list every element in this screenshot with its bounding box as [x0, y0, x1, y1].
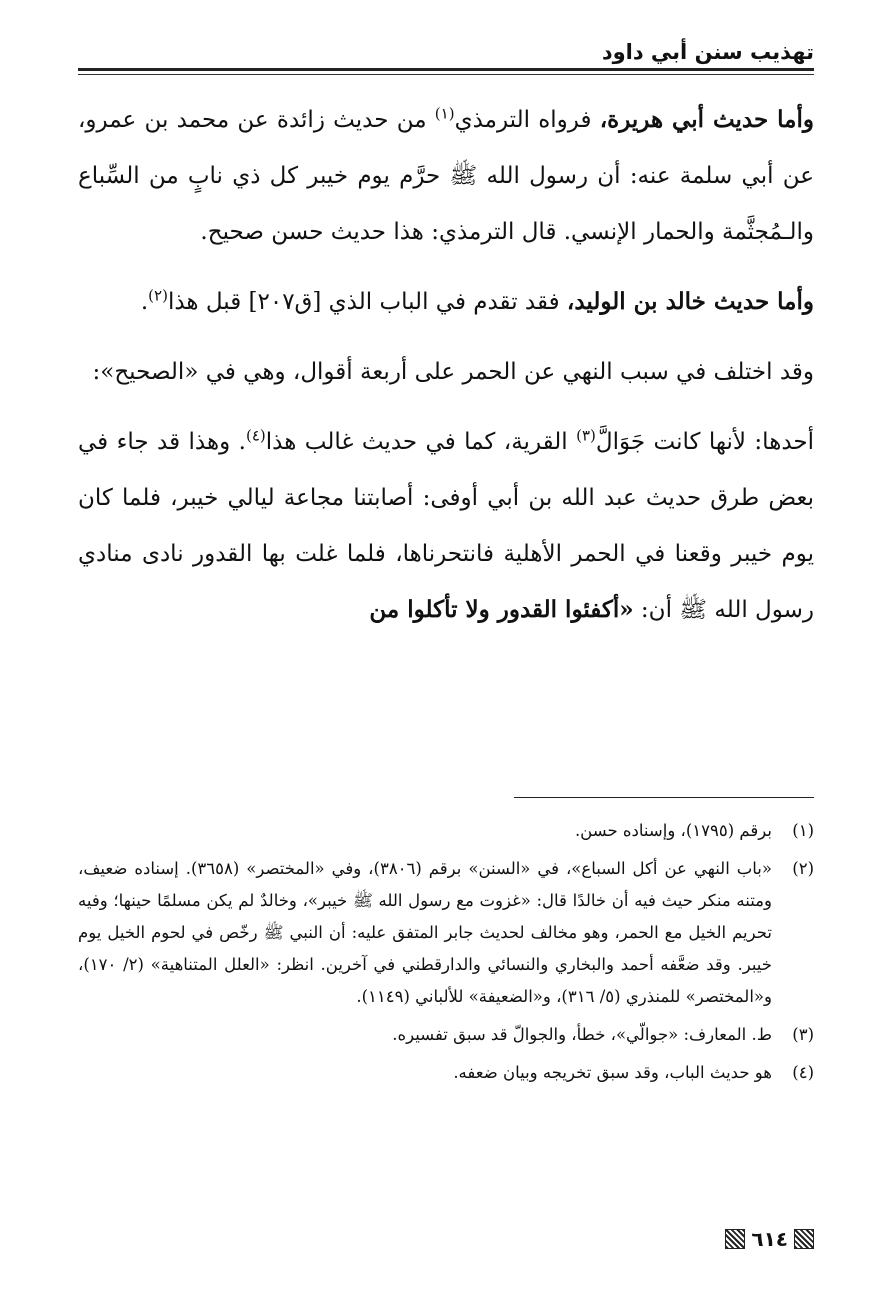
paragraph-lead: وأما حديث أبي هريرة،: [599, 106, 814, 133]
paragraph-text: من حديث زائدة عن محمد بن عمرو، عن أبي سلمة عنه: أن رسول الله ﷺ حرَّم يوم خيبر كل ذي نابٍ من السِّباع والـمُجثَّمة والحمار الإنسي. قال الترمذي: هذا حديث حسن صحيح.: [78, 107, 814, 245]
main-text: [78, 92, 814, 638]
paragraph-text: .: [140, 289, 149, 315]
paragraph-four-opinions: وقد اختلف في سبب النهي عن الحمر على أربعة أقوال، وهي في «الصحيح»:: [92, 359, 814, 385]
footnote-separator: [514, 797, 814, 798]
paragraph-abu-hurayra: [78, 92, 814, 260]
header-rule: [78, 68, 814, 71]
footnote-number: (١): [792, 821, 814, 840]
paragraph-text: فقد تقدم في الباب الذي [ق٢٠٧] قبل هذا: [167, 289, 567, 315]
footnote-number: (٢): [792, 859, 814, 878]
footnote-number: (٤): [792, 1063, 814, 1082]
footnote-ref-4: (٤): [245, 426, 266, 445]
footnote-2: [78, 853, 814, 1013]
paragraph-text: أحدها: لأنها كانت جَوَالَّ: [595, 429, 814, 455]
footnotes: [78, 815, 814, 1095]
ornament-icon: [725, 1229, 745, 1249]
footnote-ref-2: (٢): [148, 286, 168, 305]
paragraph-text: . وهذا قد جاء في بعض طرق حديث عبد الله بن أبي أوفى: أصابتنا مجاعة ليالي خيبر، فلما كان يوم خيبر وقعنا في الحمر الأهلية فانتحرناها، فلما غلت بها القدور نادى منادي رسول الله ﷺ أن:: [78, 429, 814, 623]
hadith-quote: «أكفئوا القدور ولا تأكلوا من: [369, 596, 634, 623]
footnote-ref-3: (٣): [576, 426, 596, 445]
footnote-number: (٣): [792, 1025, 814, 1044]
paragraph-text: القرية، كما في حديث غالب هذا: [265, 429, 577, 455]
ornament-icon: [794, 1229, 814, 1249]
footnote-4: [78, 1057, 814, 1089]
footnote-3: [78, 1019, 814, 1051]
footnote-text: هو حديث الباب، وقد سبق تخريجه وبيان ضعفه.: [453, 1063, 772, 1082]
header-rule-thin: [78, 74, 814, 75]
paragraph-text: فرواه الترمذي: [454, 107, 600, 133]
header-title: تهذيب سنن أبي داود: [601, 40, 814, 64]
footnote-text: «باب النهي عن أكل السباع»، في «السنن» برقم (٣٨٠٦)، وفي «المختصر» (٣٦٥٨). إسناده ضعيف، ومتنه منكر حيث فيه أن خالدًا قال: «غزوت مع رسول الله ﷺ خيبر»، وخالدٌ لم يكن مسلمًا حينها؛ وفيه تحريم الخيل مع الحمر، وهو مخالف لحديث جابر المتفق عليه: أن النبي ﷺ رخّص في لحوم الخيل يوم خيبر. وقد ضعَّفه أحمد والبخاري والنسائي والدارقطني في آخرين. انظر: «العلل المتناهية» (٢/ ١٧٠)، و«المختصر» للمنذري (٥/ ٣١٦)، و«الضعيفة» للألباني (١١٤٩).: [78, 859, 772, 1006]
page-number-block: [725, 1226, 814, 1252]
paragraph-lead: وأما حديث خالد بن الوليد،: [566, 288, 814, 315]
page-number: ٦١٤: [751, 1227, 788, 1251]
footnote-text: ط. المعارف: «جوالّي»، خطأ، والجوالّ قد سبق تفسيره.: [392, 1025, 772, 1044]
footnote-ref-1: (١): [434, 104, 455, 123]
paragraph-khalid: [78, 274, 814, 330]
footnote-text: برقم (١٧٩٥)، وإسناده حسن.: [574, 821, 772, 840]
running-header: [78, 40, 814, 70]
footnote-1: [78, 815, 814, 847]
paragraph-first-opinion: [78, 414, 814, 638]
